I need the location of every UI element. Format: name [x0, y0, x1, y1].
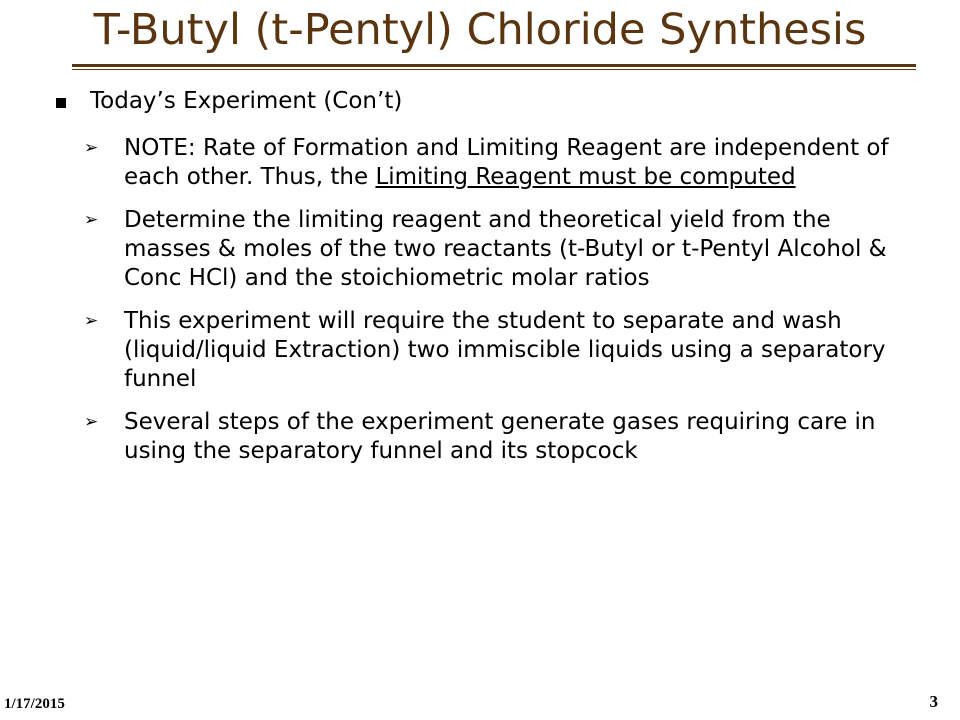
bullet-item-limiting-reagent	[84, 206, 904, 293]
square-bullet-icon	[56, 98, 66, 108]
title-divider	[72, 64, 916, 70]
bullet-item-extraction	[84, 307, 904, 394]
bullet-item-gases	[84, 408, 904, 466]
bullet-text: Several steps of the experiment generate gases requiring care in using the separatory funnel and its stopcock	[124, 409, 876, 464]
bullet-list	[84, 134, 904, 480]
bullet-text: Determine the limiting reagent and theoretical yield from the masses & moles of the two reactants (t-Butyl or t-Pentyl Alcohol & Conc HCl) and the stoichiometric molar ratios	[124, 207, 887, 291]
bullet-text: NOTE: Rate of Formation and Limiting Reagent are independent of each other. Thus, the	[124, 135, 889, 190]
page-number: 3	[929, 692, 938, 711]
bullet-item-note	[84, 134, 904, 192]
arrow-bullet-icon: ➢	[84, 210, 99, 230]
bullet-text: This experiment will require the student to separate and wash (liquid/liquid Extraction) two immiscible liquids using a separatory funnel	[124, 308, 886, 392]
section-heading: Today’s Experiment (Con’t)	[90, 88, 403, 114]
bullet-underlined-text: Limiting Reagent must be computed	[375, 164, 796, 190]
slide-title: T-Butyl (t-Pentyl) Chloride Synthesis	[93, 5, 867, 55]
arrow-bullet-icon: ➢	[84, 311, 99, 331]
arrow-bullet-icon: ➢	[84, 138, 99, 158]
slide-date: 1/17/2015	[4, 696, 65, 712]
arrow-bullet-icon: ➢	[84, 412, 99, 432]
